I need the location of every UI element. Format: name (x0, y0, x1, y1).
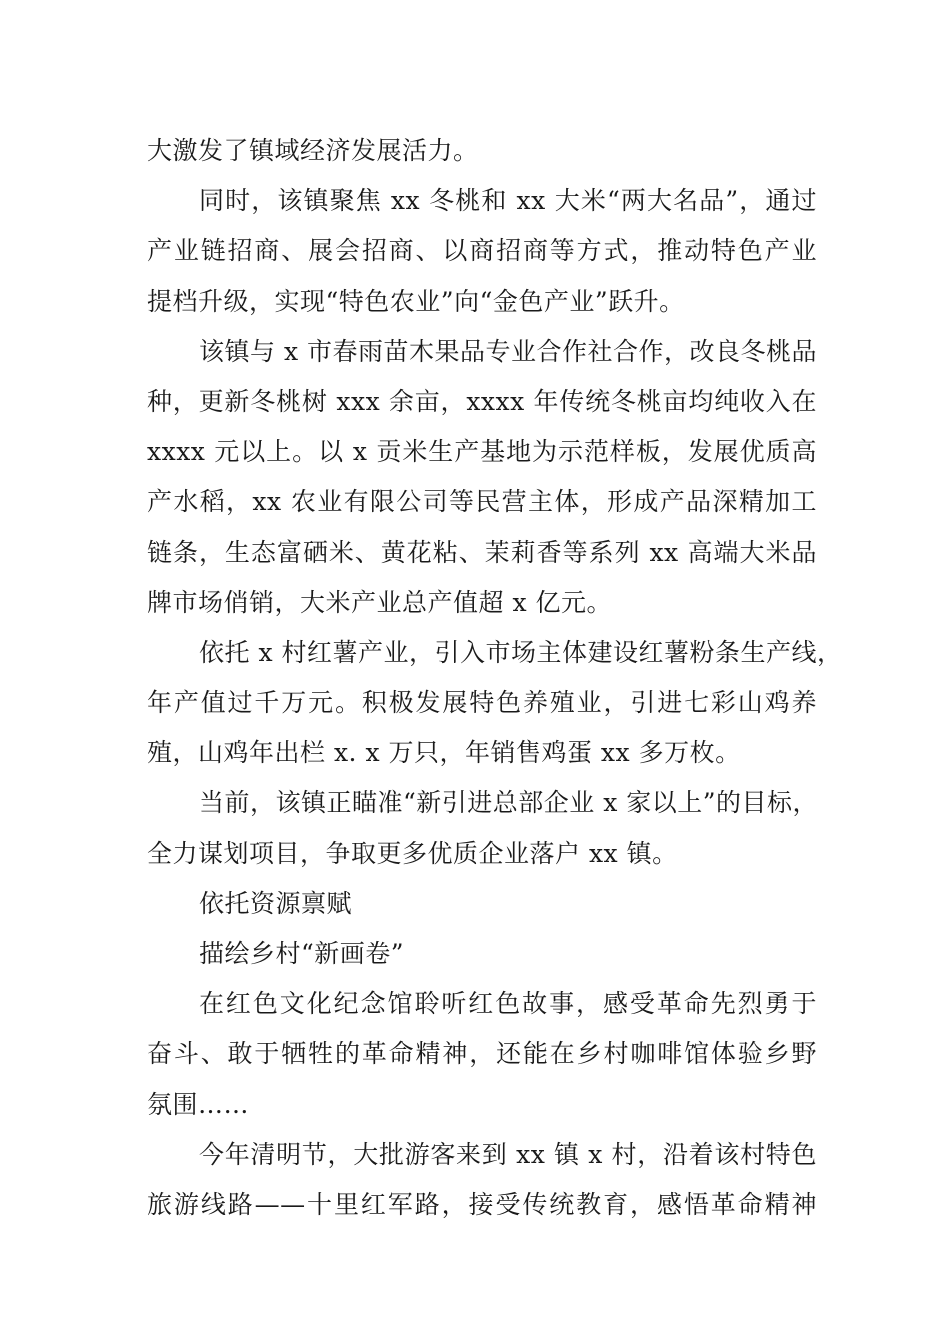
text-line: 依托 x 村红薯产业，引入市场主体建设红薯粉条生产线， (199, 637, 843, 667)
text-line: 种，更新冬桃树 xxx 余亩，xxxx 年传统冬桃亩均纯收入在 (147, 386, 817, 416)
text-line: 同时，该镇聚焦 xx 冬桃和 xx 大米“两大名品”，通过 (199, 186, 817, 216)
text-line: 链条，生态富硒米、黄花粘、茉莉香等系列 xx 高端大米品 (147, 537, 817, 567)
text-line: 该镇与 x 市春雨苗木果品专业合作社合作，改良冬桃品 (199, 336, 817, 366)
text-line: 产水稻，xx 农业有限公司等民营主体，形成产品深精加工 (147, 487, 817, 517)
text-line: 氛围…… (147, 1089, 250, 1119)
text-line: 提档升级，实现“特色农业”向“金色产业”跃升。 (147, 286, 685, 316)
text-line: 奋斗、敢于牺牲的革命精神，还能在乡村咖啡馆体验乡野 (147, 1039, 817, 1069)
text-line: 全力谋划项目，争取更多优质企业落户 xx 镇。 (147, 838, 678, 868)
text-line: 年产值过千万元。积极发展特色养殖业，引进七彩山鸡养 (147, 688, 817, 718)
text-line: 今年清明节，大批游客来到 xx 镇 x 村，沿着该村特色 (199, 1139, 817, 1169)
section-subheading: 描绘乡村“新画卷” (199, 939, 405, 968)
document-body (147, 126, 843, 1230)
section-heading: 依托资源禀赋 (199, 888, 353, 918)
text-line: xxxx 元以上。以 x 贡米生产基地为示范样板，发展优质高 (147, 437, 817, 467)
text-line: 牌市场俏销，大米产业总产值超 x 亿元。 (147, 587, 612, 617)
text-line: 在红色文化纪念馆聆听红色故事，感受革命先烈勇于 (199, 989, 817, 1019)
text-line: 大激发了镇域经济发展活力。 (147, 136, 479, 165)
text-line: 当前，该镇正瞄准“新引进总部企业 x 家以上”的目标， (199, 788, 819, 818)
text-line: 产业链招商、展会招商、以商招商等方式，推动特色产业 (147, 236, 817, 266)
text-line: 旅游线路——十里红军路，接受传统教育，感悟革命精神 (147, 1189, 817, 1219)
text-line: 殖，山鸡年出栏 x. x 万只，年销售鸡蛋 xx 多万枚。 (147, 738, 741, 768)
